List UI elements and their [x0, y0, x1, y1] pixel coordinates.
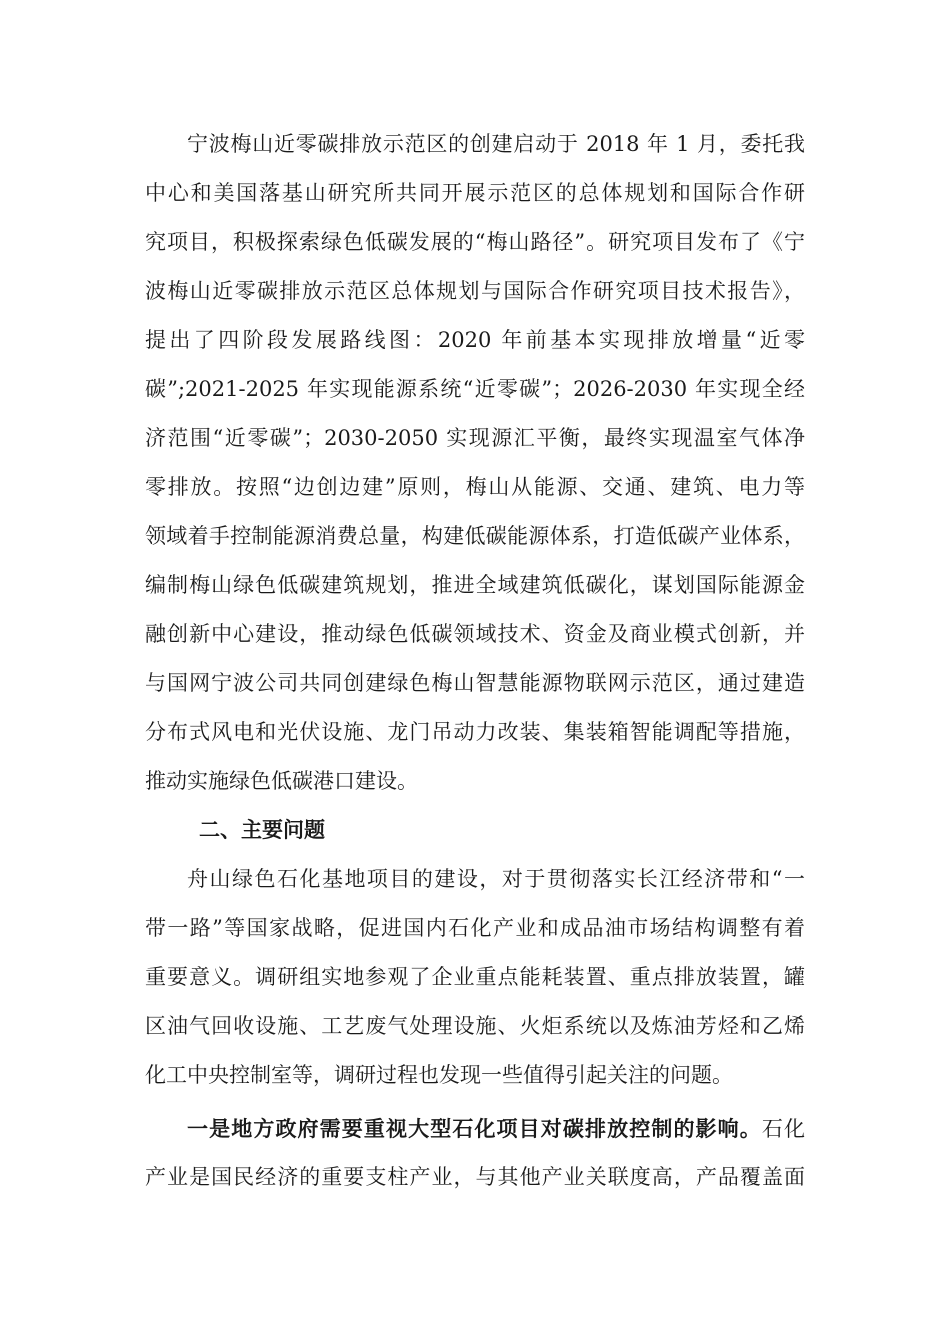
- paragraph-zhoushan: [145, 855, 805, 1100]
- paragraph-line: 带一路”等国家战略，促进国内石化产业和成品油市场结构调整有着: [145, 916, 805, 940]
- paragraph-line: 重要意义。调研组实地参观了企业重点能耗装置、重点排放装置，罐: [145, 965, 805, 989]
- paragraph-line: 宁波梅山近零碳排放示范区的创建启动于 2018 年 1 月，委托我: [187, 132, 805, 156]
- paragraph-line: 碳”;2021-2025 年实现能源系统“近零碳”；2026-2030 年实现全经: [145, 377, 805, 401]
- paragraph-line: 中心和美国落基山研究所共同开展示范区的总体规划和国际合作研: [145, 181, 805, 205]
- document-page: [145, 120, 805, 1202]
- paragraph-line: 济范围“近零碳”；2030-2050 实现源汇平衡，最终实现温室气体净: [145, 426, 805, 450]
- paragraph-line: 舟山绿色石化基地项目的建设，对于贯彻落实长江经济带和“一: [187, 867, 805, 891]
- paragraph-line: 区油气回收设施、工艺废气处理设施、火炬系统以及炼油芳烃和乙烯: [145, 1014, 805, 1038]
- issue-one-lead: 一是地方政府需要重视大型石化项目对碳排放控制的影响。: [187, 1116, 762, 1141]
- section-heading-main-issues: 二、主要问题: [199, 818, 325, 842]
- paragraph-line: 与国网宁波公司共同创建绿色梅山智慧能源物联网示范区，通过建造: [145, 671, 805, 695]
- paragraph-line: 化工中央控制室等，调研过程也发现一些值得引起关注的问题。: [145, 1063, 733, 1087]
- paragraph-line: 推动实施绿色低碳港口建设。: [145, 769, 418, 793]
- paragraph-meishan: [145, 120, 805, 806]
- issue-one-lead-rest: 石化: [761, 1117, 806, 1141]
- paragraph-line: 领域着手控制能源消费总量，构建低碳能源体系，打造低碳产业体系，: [145, 524, 805, 548]
- paragraph-line: 编制梅山绿色低碳建筑规划，推进全域建筑低碳化，谋划国际能源金: [145, 573, 805, 597]
- paragraph-line: 融创新中心建设，推动绿色低碳领域技术、资金及商业模式创新，并: [145, 622, 805, 646]
- paragraph-line: 提出了四阶段发展路线图：2020 年前基本实现排放增量“近零: [145, 328, 805, 352]
- paragraph-line: 波梅山近零碳排放示范区总体规划与国际合作研究项目技术报告》，: [145, 279, 805, 303]
- paragraph-issue-one: [145, 1104, 805, 1202]
- paragraph-line: 究项目，积极探索绿色低碳发展的“梅山路径”。研究项目发布了《宁: [145, 230, 805, 254]
- paragraph-line: 零排放。按照“边创边建”原则，梅山从能源、交通、建筑、电力等: [145, 475, 805, 499]
- paragraph-line: 分布式风电和光伏设施、龙门吊动力改装、集装箱智能调配等措施，: [145, 720, 805, 744]
- paragraph-line: [145, 1104, 805, 1153]
- paragraph-line: 产业是国民经济的重要支柱产业，与其他产业关联度高，产品覆盖面: [145, 1165, 805, 1189]
